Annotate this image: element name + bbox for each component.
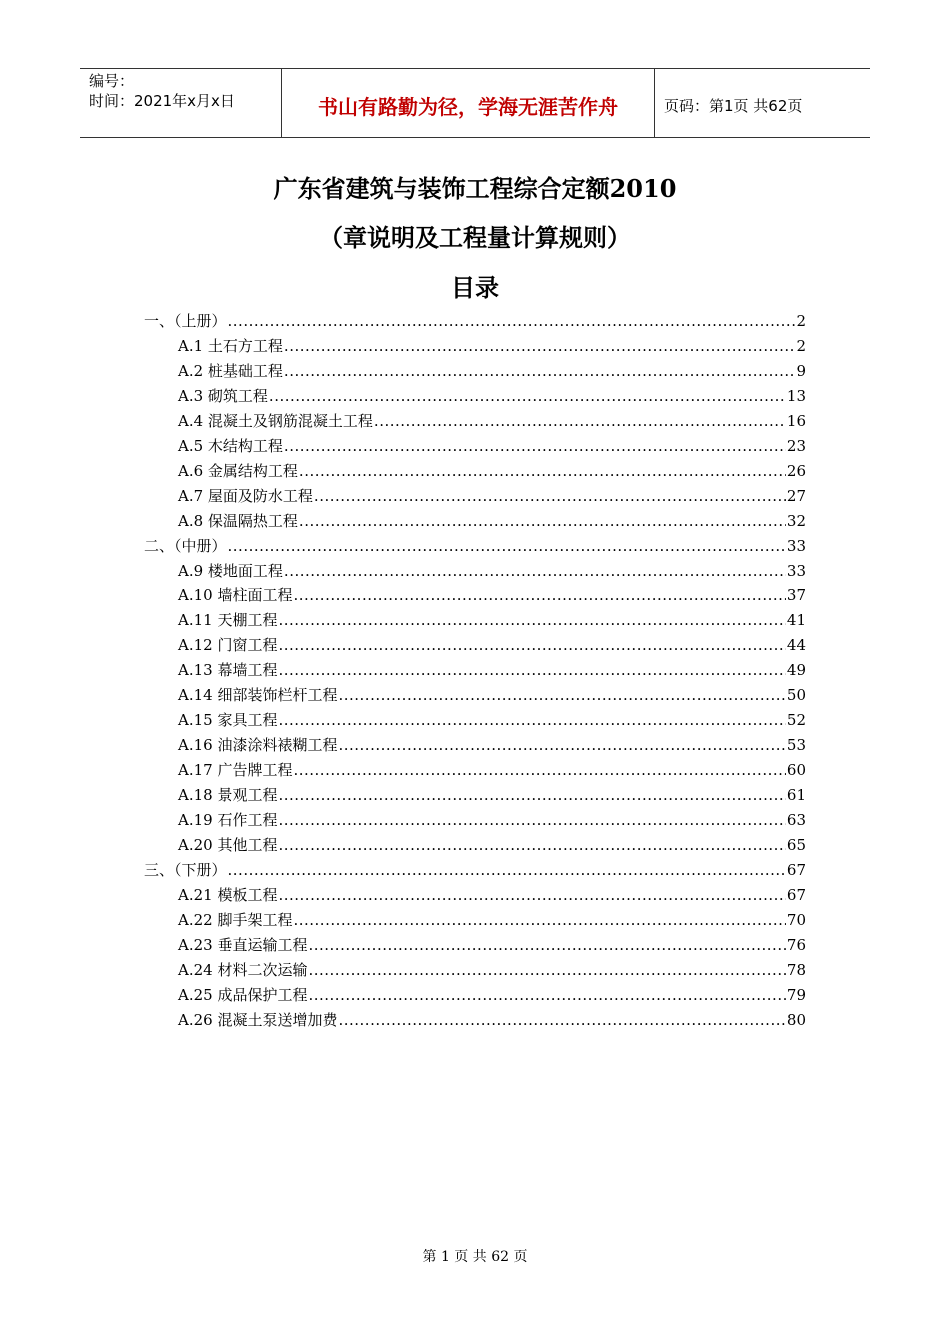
toc-entry-page: 2 xyxy=(796,312,806,330)
toc-entry[interactable] xyxy=(178,834,806,856)
toc-entry-label: A.9 楼地面工程 xyxy=(178,562,283,580)
toc-entry-page: 33 xyxy=(786,537,806,555)
toc-dot-leader xyxy=(338,686,785,704)
toc-entry[interactable] xyxy=(178,909,806,931)
toc-dot-leader xyxy=(278,636,785,654)
toc-entry-page: 79 xyxy=(786,986,806,1004)
toc-entry-label: A.25 成品保护工程 xyxy=(178,986,308,1004)
toc-entry-label: A.12 门窗工程 xyxy=(178,636,278,654)
toc-dot-leader xyxy=(299,462,786,480)
toc-dot-leader xyxy=(284,437,786,455)
toc-entry-page: 76 xyxy=(786,936,806,954)
toc-entry-page: 52 xyxy=(786,711,806,729)
toc-entry[interactable] xyxy=(178,385,806,407)
toc-entry-label: A.17 广告牌工程 xyxy=(178,761,293,779)
document-header xyxy=(80,68,870,138)
toc-entry-page: 33 xyxy=(786,562,806,580)
toc-entry[interactable] xyxy=(178,759,806,781)
toc-entry-label: A.26 混凝土泵送增加费 xyxy=(178,1011,338,1029)
toc-dot-leader xyxy=(278,836,785,854)
toc-dot-leader xyxy=(228,312,796,330)
toc-entry-label: A.4 混凝土及钢筋混凝土工程 xyxy=(178,412,373,430)
document-subtitle: （章说明及工程量计算规则） xyxy=(319,223,631,252)
toc-dot-leader xyxy=(293,586,785,604)
toc-entry-label: A.21 模板工程 xyxy=(178,886,278,904)
toc-entry[interactable] xyxy=(178,959,806,981)
toc-dot-leader xyxy=(299,512,786,530)
toc-entry-label: A.7 屋面及防水工程 xyxy=(178,487,313,505)
toc-entry-page: 78 xyxy=(786,961,806,979)
toc-entry[interactable] xyxy=(178,984,806,1006)
toc-entry-page: 16 xyxy=(786,412,806,430)
toc-entry-label: A.24 材料二次运输 xyxy=(178,961,308,979)
toc-entry-page: 44 xyxy=(786,636,806,654)
toc-entry[interactable] xyxy=(178,684,806,706)
toc-dot-leader xyxy=(308,936,785,954)
toc-entry[interactable] xyxy=(178,510,806,532)
toc-entry-label: A.20 其他工程 xyxy=(178,836,278,854)
toc-dot-leader xyxy=(284,337,796,355)
toc-entry-page: 67 xyxy=(786,861,806,879)
toc-dot-leader xyxy=(314,487,786,505)
toc-dot-leader xyxy=(308,986,785,1004)
toc-entry[interactable] xyxy=(178,485,806,507)
toc-entry[interactable] xyxy=(178,360,806,382)
toc-entry-label: A.15 家具工程 xyxy=(178,711,278,729)
header-divider xyxy=(654,69,655,137)
toc-entry[interactable] xyxy=(178,1009,806,1031)
toc-entry-page: 37 xyxy=(786,586,806,604)
toc-entry-page: 13 xyxy=(786,387,806,405)
toc-entry[interactable] xyxy=(178,410,806,432)
toc-entry-label: A.5 木结构工程 xyxy=(178,437,283,455)
toc-dot-leader xyxy=(278,786,785,804)
toc-entry-page: 23 xyxy=(786,437,806,455)
toc-dot-leader xyxy=(308,961,785,979)
toc-entry[interactable] xyxy=(178,709,806,731)
toc-dot-leader xyxy=(278,811,785,829)
toc-dot-leader xyxy=(278,661,785,679)
toc-entry[interactable] xyxy=(178,884,806,906)
toc-entry-label: A.19 石作工程 xyxy=(178,811,278,829)
toc-entry-page: 63 xyxy=(786,811,806,829)
toc-entry-label: 三、（下册） xyxy=(144,861,227,879)
toc-entry[interactable] xyxy=(178,659,806,681)
toc-entry-label: A.18 景观工程 xyxy=(178,786,278,804)
toc-dot-leader xyxy=(228,537,786,555)
toc-entry-label: A.22 脚手架工程 xyxy=(178,911,293,929)
toc-entry-label: A.1 土石方工程 xyxy=(178,337,283,355)
toc-entry[interactable] xyxy=(178,734,806,756)
toc-dot-leader xyxy=(278,711,785,729)
toc-entry-label: A.16 油漆涂料裱糊工程 xyxy=(178,736,338,754)
toc-entry[interactable] xyxy=(144,310,806,332)
toc-entry-page: 49 xyxy=(786,661,806,679)
toc-entry-page: 60 xyxy=(786,761,806,779)
toc-entry-page: 61 xyxy=(786,786,806,804)
header-page-info: 页码：第1页 共62页 xyxy=(664,97,803,115)
toc-entry-label: A.10 墙柱面工程 xyxy=(178,586,293,604)
toc-entry-page: 9 xyxy=(796,362,806,380)
toc-dot-leader xyxy=(278,611,785,629)
document-date: 时间：2021年x月x日 xyxy=(89,92,235,110)
toc-entry-page: 65 xyxy=(786,836,806,854)
toc-entry[interactable] xyxy=(178,634,806,656)
toc-entry-page: 67 xyxy=(786,886,806,904)
toc-entry-label: A.14 细部装饰栏杆工程 xyxy=(178,686,338,704)
toc-entry[interactable] xyxy=(178,460,806,482)
toc-dot-leader xyxy=(338,1011,785,1029)
toc-entry-page: 53 xyxy=(786,736,806,754)
toc-dot-leader xyxy=(374,412,786,430)
toc-entry[interactable] xyxy=(178,584,806,606)
toc-dot-leader xyxy=(293,761,785,779)
toc-entry-page: 80 xyxy=(786,1011,806,1029)
toc-dot-leader xyxy=(284,362,796,380)
toc-entry-label: A.8 保温隔热工程 xyxy=(178,512,298,530)
toc-entry[interactable] xyxy=(178,609,806,631)
toc-entry-label: A.13 幕墙工程 xyxy=(178,661,278,679)
toc-entry-page: 41 xyxy=(786,611,806,629)
toc-entry[interactable] xyxy=(178,335,806,357)
toc-dot-leader xyxy=(284,562,786,580)
toc-entry-label: A.6 金属结构工程 xyxy=(178,462,298,480)
toc-dot-leader xyxy=(278,886,785,904)
toc-entry[interactable] xyxy=(178,784,806,806)
toc-entry-label: A.23 垂直运输工程 xyxy=(178,936,308,954)
toc-entry[interactable] xyxy=(144,859,806,881)
toc-entry-page: 50 xyxy=(786,686,806,704)
toc-entry-label: 一、（上册） xyxy=(144,312,227,330)
toc-entry-page: 27 xyxy=(786,487,806,505)
document-title: 广东省建筑与装饰工程综合定额2010 xyxy=(273,174,677,203)
toc-entry[interactable] xyxy=(178,435,806,457)
toc-entry-label: A.2 桩基础工程 xyxy=(178,362,283,380)
toc-dot-leader xyxy=(338,736,785,754)
toc-entry-label: A.3 砌筑工程 xyxy=(178,387,268,405)
page-footer: 第 1 页 共 62 页 xyxy=(422,1249,528,1265)
toc-entry[interactable] xyxy=(144,535,806,557)
toc-entry-page: 2 xyxy=(796,337,806,355)
toc-entry-page: 70 xyxy=(786,911,806,929)
toc-entry[interactable] xyxy=(178,560,806,582)
toc-dot-leader xyxy=(228,861,786,879)
toc-entry[interactable] xyxy=(178,934,806,956)
header-motto: 书山有路勤为径，学海无涯苦作舟 xyxy=(318,95,618,119)
toc-heading: 目录 xyxy=(451,273,499,302)
toc-entry-page: 26 xyxy=(786,462,806,480)
toc-entry-label: 二、（中册） xyxy=(144,537,227,555)
header-meta xyxy=(89,71,279,111)
toc-dot-leader xyxy=(293,911,785,929)
toc-entry-label: A.11 天棚工程 xyxy=(178,611,278,629)
document-number: 编号： xyxy=(89,72,135,90)
toc-entry[interactable] xyxy=(178,809,806,831)
toc-entry-page: 32 xyxy=(786,512,806,530)
toc-dot-leader xyxy=(269,387,786,405)
